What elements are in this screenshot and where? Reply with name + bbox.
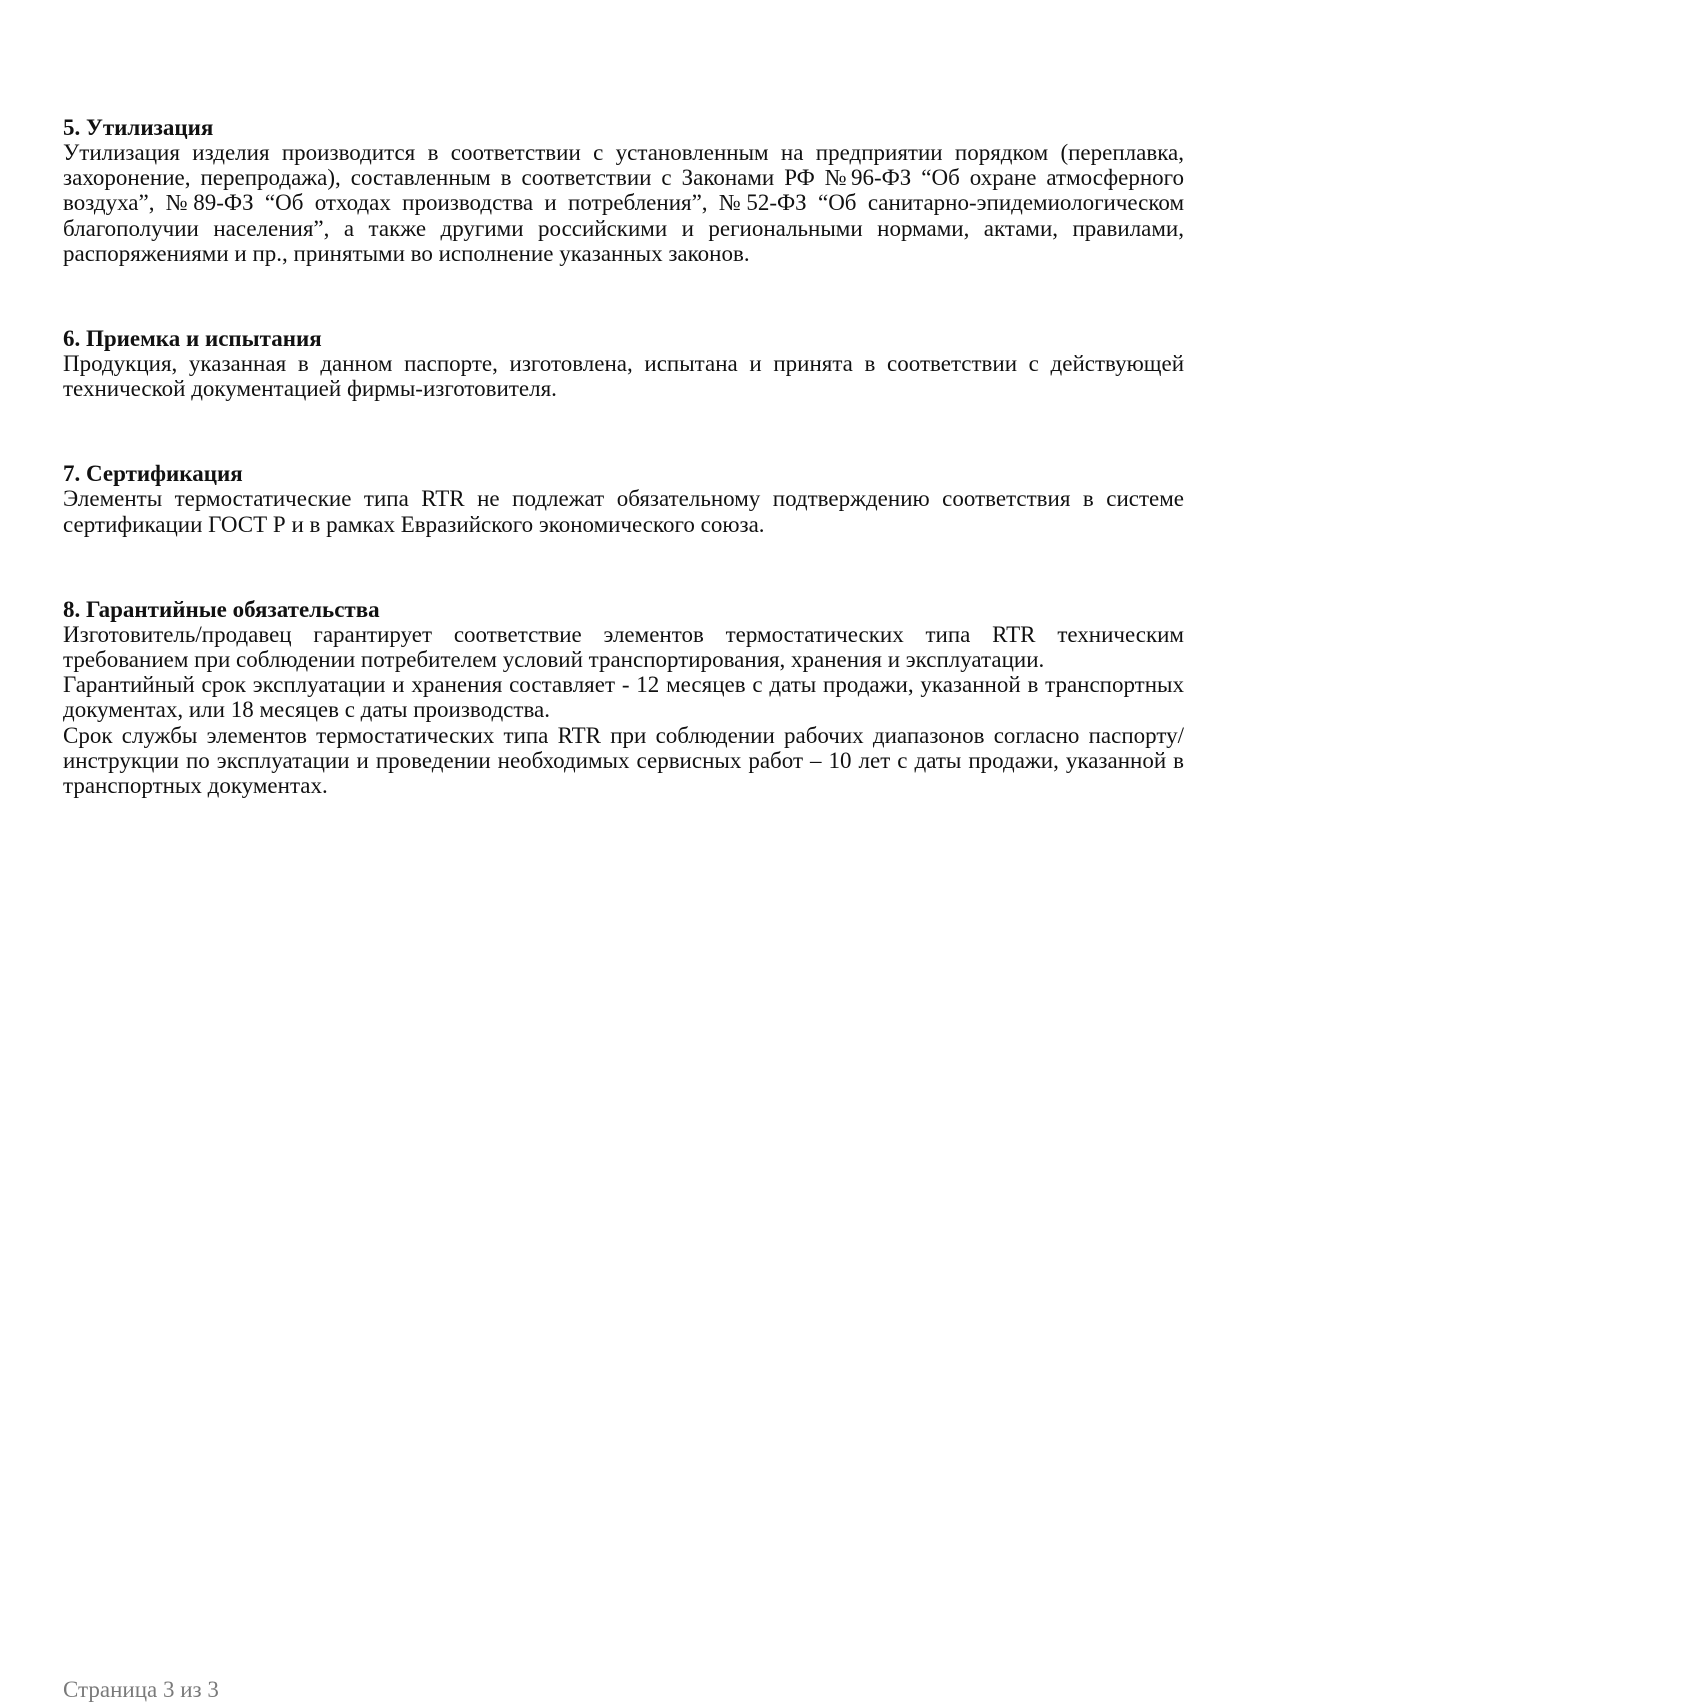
section-title: 7. Сертификация <box>63 461 243 487</box>
page-number: Страница 3 из 3 <box>63 1677 219 1702</box>
section-title: 5. Утилизация <box>63 115 214 140</box>
document-body <box>63 115 1184 858</box>
section-certification <box>63 461 1184 536</box>
section-paragraph: Утилизация изделия производится в соответствии с установленным на предприятии порядком (переплавка, захоронение, перепродажа), составленным в соответствии с Законами РФ №96-ФЗ “Об охране атмосферного воздуха”, №89-ФЗ “Об отходах производства и потребления”, №52-ФЗ “Об санитарно-эпидемиологическом благополучии населения”, а также другими российскими и региональными нормами, актами, правилами, распоряжениями и пр., принятыми во исполнение указанных законов. <box>63 140 1184 266</box>
section-paragraph: Срок службы элементов термостатических типа RTR при соблюдении рабочих диапазонов согласно паспорту/инструкции по эксплуатации и проведении необходимых сервисных работ – 10 лет с даты продажи, указанной в транспортных документах. <box>63 722 1184 799</box>
section-disposal <box>63 115 1184 266</box>
section-paragraph: Изготовитель/продавец гарантирует соответствие элементов термостатических типа RTR техническим требованием при соблюдении потребителем условий транспортирования, хранения и эксплуатации. <box>63 621 1184 673</box>
section-title: 6. Приемка и испытания <box>63 326 322 352</box>
section-paragraph: Гарантийный срок эксплуатации и хранения составляет - 12 месяцев с даты продажи, указанной в транспортных документах, или 18 месяцев с даты производства. <box>63 672 1184 723</box>
section-acceptance <box>63 326 1184 401</box>
section-paragraph: Элементы термостатические типа RTR не подлежат обязательному подтверждению соответствия в системе сертификации ГОСТ Р и в рамках Евразийского экономического союза. <box>63 486 1184 537</box>
section-title: 8. Гарантийные обязательства <box>63 596 380 622</box>
section-paragraph: Продукция, указанная в данном паспорте, изготовлена, испытана и принята в соответствии с действующей технической документацией фирмы-изготовителя. <box>63 351 1184 402</box>
section-warranty <box>63 597 1184 798</box>
